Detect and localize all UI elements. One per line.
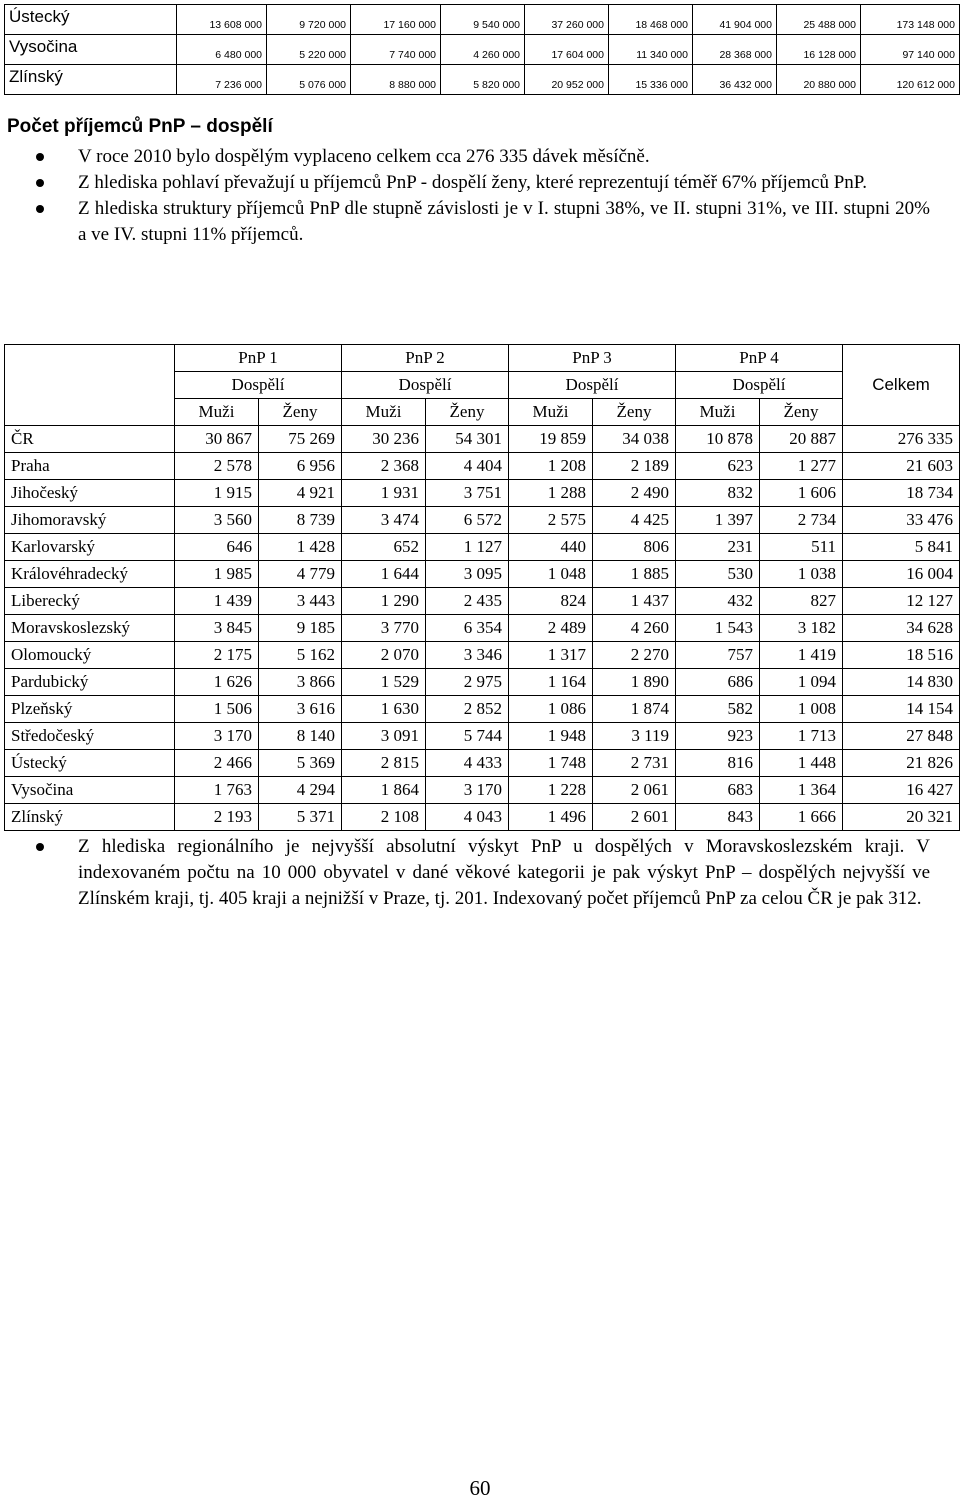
value-cell: 2 270 xyxy=(593,642,676,669)
region-cell: Vysočina xyxy=(5,777,175,804)
top-table xyxy=(4,4,960,95)
value-cell: 15 336 000 xyxy=(609,65,693,95)
total-cell: 18 516 xyxy=(843,642,960,669)
region-cell: Plzeňský xyxy=(5,696,175,723)
value-cell: 1 666 xyxy=(760,804,843,831)
value-cell: 41 904 000 xyxy=(693,5,777,35)
total-cell: 16 004 xyxy=(843,561,960,588)
value-cell: 646 xyxy=(175,534,259,561)
value-cell: 816 xyxy=(676,750,760,777)
header-gender-male: Muži xyxy=(676,399,760,426)
value-cell: 1 439 xyxy=(175,588,259,615)
value-cell: 686 xyxy=(676,669,760,696)
value-cell: 2 575 xyxy=(509,507,593,534)
total-cell: 21 603 xyxy=(843,453,960,480)
region-cell: Vysočina xyxy=(5,35,177,65)
value-cell: 623 xyxy=(676,453,760,480)
table-row xyxy=(5,480,960,507)
region-cell: Ústecký xyxy=(5,750,175,777)
region-cell: Zlínský xyxy=(5,804,175,831)
table-row xyxy=(5,723,960,750)
value-cell: 1 437 xyxy=(593,588,676,615)
value-cell: 1 364 xyxy=(760,777,843,804)
value-cell: 1 529 xyxy=(342,669,426,696)
value-cell: 2 734 xyxy=(760,507,843,534)
value-cell: 20 887 xyxy=(760,426,843,453)
value-cell: 19 859 xyxy=(509,426,593,453)
value-cell: 1 763 xyxy=(175,777,259,804)
value-cell: 2 489 xyxy=(509,615,593,642)
table-row xyxy=(5,5,960,35)
value-cell: 3 182 xyxy=(760,615,843,642)
header-subgroup: Dospělí xyxy=(676,372,843,399)
value-cell: 1 164 xyxy=(509,669,593,696)
header-gender-female: Ženy xyxy=(426,399,509,426)
table-header-row-subgroups xyxy=(5,372,960,399)
value-cell: 2 175 xyxy=(175,642,259,669)
value-cell: 6 572 xyxy=(426,507,509,534)
value-cell: 30 236 xyxy=(342,426,426,453)
total-cell: 21 826 xyxy=(843,750,960,777)
value-cell: 75 269 xyxy=(259,426,342,453)
region-cell: Liberecký xyxy=(5,588,175,615)
value-cell: 4 404 xyxy=(426,453,509,480)
value-cell: 54 301 xyxy=(426,426,509,453)
region-cell: Středočeský xyxy=(5,723,175,750)
value-cell: 5 369 xyxy=(259,750,342,777)
value-cell: 20 880 000 xyxy=(777,65,861,95)
value-cell: 5 820 000 xyxy=(441,65,525,95)
value-cell: 9 540 000 xyxy=(441,5,525,35)
value-cell: 827 xyxy=(760,588,843,615)
bullet-icon xyxy=(36,153,44,161)
page-number: 60 xyxy=(469,1476,491,1500)
value-cell: 1 644 xyxy=(342,561,426,588)
table-header-row-groups xyxy=(5,345,960,372)
total-cell: 276 335 xyxy=(843,426,960,453)
region-cell: ČR xyxy=(5,426,175,453)
value-cell: 3 443 xyxy=(259,588,342,615)
value-cell: 2 108 xyxy=(342,804,426,831)
header-total: Celkem xyxy=(843,345,960,426)
value-cell: 1 008 xyxy=(760,696,843,723)
value-cell: 18 468 000 xyxy=(609,5,693,35)
header-gender-female: Ženy xyxy=(259,399,342,426)
table-row xyxy=(5,642,960,669)
region-cell: Olomoucký xyxy=(5,642,175,669)
value-cell: 1 317 xyxy=(509,642,593,669)
header-blank-cell xyxy=(5,345,175,372)
header-gender-male: Muži xyxy=(509,399,593,426)
table-row xyxy=(5,804,960,831)
value-cell: 1 543 xyxy=(676,615,760,642)
value-cell: 30 867 xyxy=(175,426,259,453)
value-cell: 1 864 xyxy=(342,777,426,804)
value-cell: 11 340 000 xyxy=(609,35,693,65)
value-cell: 2 490 xyxy=(593,480,676,507)
value-cell: 1 290 xyxy=(342,588,426,615)
value-cell: 34 038 xyxy=(593,426,676,453)
main-table-body xyxy=(5,426,960,831)
value-cell: 1 397 xyxy=(676,507,760,534)
value-cell: 1 448 xyxy=(760,750,843,777)
value-cell: 17 160 000 xyxy=(351,5,441,35)
value-cell: 530 xyxy=(676,561,760,588)
value-cell: 1 630 xyxy=(342,696,426,723)
total-cell: 20 321 xyxy=(843,804,960,831)
value-cell: 2 466 xyxy=(175,750,259,777)
value-cell: 3 170 xyxy=(175,723,259,750)
value-cell: 1 048 xyxy=(509,561,593,588)
value-cell: 1 890 xyxy=(593,669,676,696)
top-table-body xyxy=(5,5,960,95)
value-cell: 1 985 xyxy=(175,561,259,588)
value-cell: 1 086 xyxy=(509,696,593,723)
total-cell: 34 628 xyxy=(843,615,960,642)
value-cell: 6 354 xyxy=(426,615,509,642)
region-cell: Ústecký xyxy=(5,5,177,35)
value-cell: 20 952 000 xyxy=(525,65,609,95)
value-cell: 4 921 xyxy=(259,480,342,507)
value-cell: 36 432 000 xyxy=(693,65,777,95)
table-row xyxy=(5,561,960,588)
value-cell: 4 260 xyxy=(593,615,676,642)
header-blank-cell xyxy=(5,372,175,399)
value-cell: 1 127 xyxy=(426,534,509,561)
value-cell: 17 604 000 xyxy=(525,35,609,65)
total-cell: 5 841 xyxy=(843,534,960,561)
value-cell: 5 744 xyxy=(426,723,509,750)
value-cell: 8 739 xyxy=(259,507,342,534)
table-header-row-genders xyxy=(5,399,960,426)
value-cell: 3 091 xyxy=(342,723,426,750)
value-cell: 97 140 000 xyxy=(861,35,960,65)
value-cell: 3 866 xyxy=(259,669,342,696)
value-cell: 1 094 xyxy=(760,669,843,696)
bullet-icon xyxy=(36,205,44,213)
header-gender-female: Ženy xyxy=(760,399,843,426)
value-cell: 1 228 xyxy=(509,777,593,804)
value-cell: 9 720 000 xyxy=(267,5,351,35)
region-cell: Zlínský xyxy=(5,65,177,95)
value-cell: 1 419 xyxy=(760,642,843,669)
value-cell: 440 xyxy=(509,534,593,561)
value-cell: 1 748 xyxy=(509,750,593,777)
value-cell: 2 578 xyxy=(175,453,259,480)
header-gender-female: Ženy xyxy=(593,399,676,426)
header-group-pnp3: PnP 3 xyxy=(509,345,676,372)
value-cell: 3 095 xyxy=(426,561,509,588)
value-cell: 13 608 000 xyxy=(177,5,267,35)
value-cell: 3 616 xyxy=(259,696,342,723)
total-cell: 18 734 xyxy=(843,480,960,507)
region-cell: Pardubický xyxy=(5,669,175,696)
table-row xyxy=(5,696,960,723)
value-cell: 5 220 000 xyxy=(267,35,351,65)
table-row xyxy=(5,588,960,615)
value-cell: 5 076 000 xyxy=(267,65,351,95)
value-cell: 5 162 xyxy=(259,642,342,669)
value-cell: 8 880 000 xyxy=(351,65,441,95)
table-row xyxy=(5,507,960,534)
value-cell: 7 740 000 xyxy=(351,35,441,65)
value-cell: 824 xyxy=(509,588,593,615)
value-cell: 25 488 000 xyxy=(777,5,861,35)
table-row xyxy=(5,35,960,65)
value-cell: 3 170 xyxy=(426,777,509,804)
value-cell: 16 128 000 xyxy=(777,35,861,65)
header-subgroup: Dospělí xyxy=(342,372,509,399)
header-subgroup: Dospělí xyxy=(175,372,342,399)
value-cell: 6 480 000 xyxy=(177,35,267,65)
value-cell: 28 368 000 xyxy=(693,35,777,65)
value-cell: 7 236 000 xyxy=(177,65,267,95)
region-cell: Jihočeský xyxy=(5,480,175,507)
value-cell: 4 433 xyxy=(426,750,509,777)
value-cell: 5 371 xyxy=(259,804,342,831)
after-table-bullet-list xyxy=(0,834,930,912)
value-cell: 1 885 xyxy=(593,561,676,588)
table-row xyxy=(5,426,960,453)
bullet-icon xyxy=(36,843,44,851)
bullet-icon xyxy=(36,179,44,187)
total-cell: 27 848 xyxy=(843,723,960,750)
list-item: V roce 2010 bylo dospělým vyplaceno celkem cca 276 335 dávek měsíčně. xyxy=(0,144,930,170)
table-row xyxy=(5,777,960,804)
value-cell: 173 148 000 xyxy=(861,5,960,35)
region-cell: Praha xyxy=(5,453,175,480)
value-cell: 231 xyxy=(676,534,760,561)
value-cell: 582 xyxy=(676,696,760,723)
table-row xyxy=(5,534,960,561)
value-cell: 120 612 000 xyxy=(861,65,960,95)
value-cell: 2 061 xyxy=(593,777,676,804)
value-cell: 1 931 xyxy=(342,480,426,507)
value-cell: 432 xyxy=(676,588,760,615)
list-item: Z hlediska pohlaví převažují u příjemců PnP - dospělí ženy, které reprezentují téměř 67% příjemců PnP. xyxy=(0,170,930,196)
table-row xyxy=(5,615,960,642)
value-cell: 1 606 xyxy=(760,480,843,507)
value-cell: 511 xyxy=(760,534,843,561)
value-cell: 2 601 xyxy=(593,804,676,831)
value-cell: 1 626 xyxy=(175,669,259,696)
value-cell: 652 xyxy=(342,534,426,561)
value-cell: 4 260 000 xyxy=(441,35,525,65)
table-row xyxy=(5,750,960,777)
value-cell: 2 852 xyxy=(426,696,509,723)
main-table xyxy=(4,344,960,831)
total-cell: 12 127 xyxy=(843,588,960,615)
value-cell: 4 294 xyxy=(259,777,342,804)
total-cell: 33 476 xyxy=(843,507,960,534)
value-cell: 843 xyxy=(676,804,760,831)
value-cell: 1 713 xyxy=(760,723,843,750)
value-cell: 3 751 xyxy=(426,480,509,507)
section-title: Počet příjemců PnP – dospělí xyxy=(7,116,273,137)
value-cell: 1 874 xyxy=(593,696,676,723)
total-cell: 14 154 xyxy=(843,696,960,723)
value-cell: 1 277 xyxy=(760,453,843,480)
value-cell: 37 260 000 xyxy=(525,5,609,35)
header-gender-male: Muži xyxy=(342,399,426,426)
value-cell: 1 038 xyxy=(760,561,843,588)
value-cell: 2 731 xyxy=(593,750,676,777)
value-cell: 2 368 xyxy=(342,453,426,480)
value-cell: 9 185 xyxy=(259,615,342,642)
value-cell: 1 428 xyxy=(259,534,342,561)
value-cell: 923 xyxy=(676,723,760,750)
value-cell: 8 140 xyxy=(259,723,342,750)
table-row xyxy=(5,669,960,696)
table-row xyxy=(5,65,960,95)
value-cell: 3 845 xyxy=(175,615,259,642)
value-cell: 2 070 xyxy=(342,642,426,669)
region-cell: Jihomoravský xyxy=(5,507,175,534)
section-bullet-list xyxy=(0,144,930,248)
total-cell: 14 830 xyxy=(843,669,960,696)
table-row xyxy=(5,453,960,480)
value-cell: 2 975 xyxy=(426,669,509,696)
value-cell: 1 496 xyxy=(509,804,593,831)
header-blank-cell xyxy=(5,399,175,426)
value-cell: 4 779 xyxy=(259,561,342,588)
header-subgroup: Dospělí xyxy=(509,372,676,399)
value-cell: 806 xyxy=(593,534,676,561)
value-cell: 3 119 xyxy=(593,723,676,750)
value-cell: 1 208 xyxy=(509,453,593,480)
region-cell: Karlovarský xyxy=(5,534,175,561)
value-cell: 1 915 xyxy=(175,480,259,507)
value-cell: 757 xyxy=(676,642,760,669)
value-cell: 4 425 xyxy=(593,507,676,534)
list-item: Z hlediska regionálního je nejvyšší absolutní výskyt PnP u dospělých v Moravskoslezském kraji. V indexovaném počtu na 10 000 obyvatel v dané věkové kategorii je pak výskyt PnP – dospělých nejvyšší ve Zlínském kraji, tj. 405 kraji a nejnižší v Praze, tj. 201. Indexovaný počet příjemců PnP za celou ČR je pak 312. xyxy=(0,834,930,912)
header-group-pnp4: PnP 4 xyxy=(676,345,843,372)
value-cell: 3 474 xyxy=(342,507,426,534)
header-gender-male: Muži xyxy=(175,399,259,426)
value-cell: 4 043 xyxy=(426,804,509,831)
value-cell: 3 346 xyxy=(426,642,509,669)
total-cell: 16 427 xyxy=(843,777,960,804)
list-item: Z hlediska struktury příjemců PnP dle stupně závislosti je v I. stupni 38%, ve II. stupni 31%, ve III. stupni 20% a ve IV. stupni 11% příjemců. xyxy=(0,196,930,248)
value-cell: 6 956 xyxy=(259,453,342,480)
value-cell: 2 193 xyxy=(175,804,259,831)
value-cell: 1 948 xyxy=(509,723,593,750)
value-cell: 2 815 xyxy=(342,750,426,777)
value-cell: 3 560 xyxy=(175,507,259,534)
region-cell: Moravskoslezský xyxy=(5,615,175,642)
value-cell: 1 288 xyxy=(509,480,593,507)
value-cell: 1 506 xyxy=(175,696,259,723)
header-group-pnp1: PnP 1 xyxy=(175,345,342,372)
value-cell: 2 189 xyxy=(593,453,676,480)
value-cell: 683 xyxy=(676,777,760,804)
header-group-pnp2: PnP 2 xyxy=(342,345,509,372)
value-cell: 10 878 xyxy=(676,426,760,453)
value-cell: 2 435 xyxy=(426,588,509,615)
value-cell: 3 770 xyxy=(342,615,426,642)
region-cell: Královéhradecký xyxy=(5,561,175,588)
value-cell: 832 xyxy=(676,480,760,507)
